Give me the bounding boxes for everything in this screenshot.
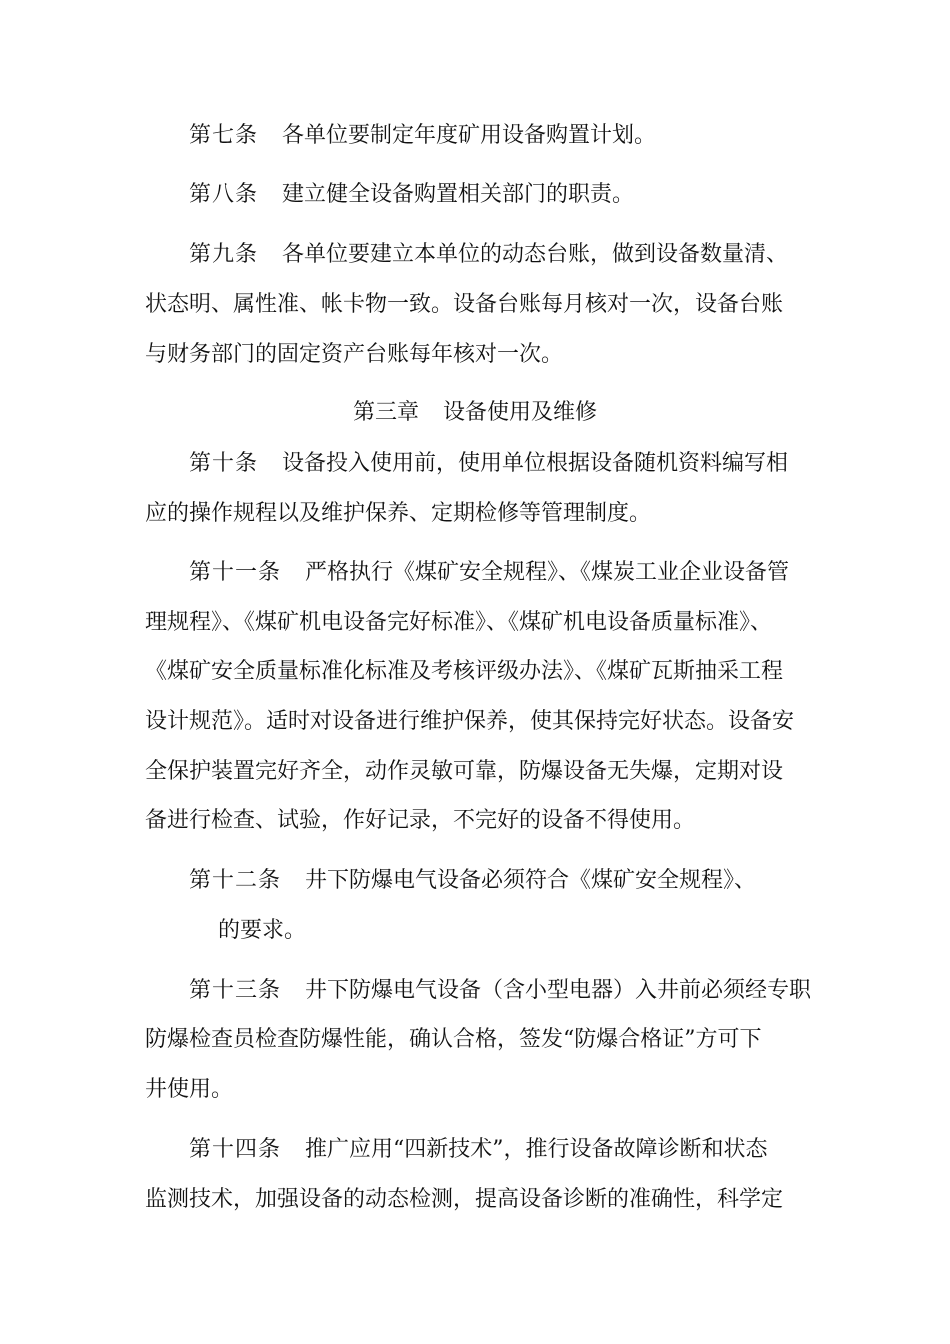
article-9-text: 各单位要建立本单位的动态台账，做到设备数量清、	[282, 242, 789, 267]
article-14-text: 推广应用“四新技术”，推行设备故障诊断和状态	[305, 1137, 768, 1162]
article-10-line-2: 应的操作规程以及维护保养、定期检修等管理制度。	[145, 501, 652, 526]
article-11-line-6: 备进行检查、试验，作好记录，不完好的设备不得使用。	[145, 808, 696, 833]
article-9-line-1	[189, 240, 788, 270]
article-10-text: 设备投入使用前，使用单位根据设备随机资料编写相	[282, 451, 789, 476]
chapter-heading	[0, 398, 950, 428]
article-11-line-4: 设计规范》。适时对设备进行维护保养，使其保持完好状态。设备安	[145, 709, 795, 734]
article-11-label: 第十一条	[189, 560, 282, 585]
article-13-line-1	[189, 976, 811, 1006]
article-12-line-2: 的要求。	[218, 918, 307, 943]
chapter-title: 设备使用及维修	[443, 400, 598, 425]
article-12-text: 井下防爆电气设备必须符合《煤矿安全规程》、	[305, 868, 757, 893]
article-13-text: 井下防爆电气设备（含小型电器）入井前必须经专职	[305, 978, 812, 1003]
article-11-line-2: 理规程》、《煤矿机电设备完好标准》、《煤矿机电设备质量标准》、	[145, 610, 773, 635]
article-8-label: 第八条	[189, 182, 259, 207]
article-8-text: 建立健全设备购置相关部门的职责。	[282, 182, 635, 207]
article-12-line-1	[189, 866, 756, 896]
article-9-line-2: 状态明、属性准、帐卡物一致。设备台账每月核对一次，设备台账	[145, 292, 784, 317]
article-14-line-2: 监测技术，加强设备的动态检测，提高设备诊断的准确性，科学定	[145, 1187, 784, 1212]
article-11-line-1	[189, 558, 789, 588]
article-13-line-2: 防爆检查员检查防爆性能，确认合格，签发“防爆合格证”方可下	[145, 1027, 762, 1052]
article-14-line-1	[189, 1135, 768, 1165]
article-9-line-3: 与财务部门的固定资产台账每年核对一次。	[145, 342, 564, 367]
article-7	[189, 121, 656, 151]
article-9-label: 第九条	[189, 242, 259, 267]
article-14-label: 第十四条	[189, 1137, 282, 1162]
article-7-text: 各单位要制定年度矿用设备购置计划。	[282, 123, 657, 148]
article-11-line-3: 《煤矿安全质量标准化标准及考核评级办法》、《煤矿瓦斯抽采工程	[145, 659, 784, 684]
article-13-line-3: 井使用。	[145, 1077, 234, 1102]
article-11-text: 严格执行《煤矿安全规程》、《煤炭工业企业设备管	[305, 560, 790, 585]
chapter-label: 第三章	[352, 400, 419, 425]
article-7-label: 第七条	[189, 123, 259, 148]
article-13-label: 第十三条	[189, 978, 282, 1003]
article-10-label: 第十条	[189, 451, 259, 476]
article-12-label: 第十二条	[189, 868, 282, 893]
article-8	[189, 180, 634, 210]
article-11-line-5: 全保护装置完好齐全，动作灵敏可靠，防爆设备无失爆，定期对设	[145, 759, 784, 784]
article-10-line-1	[189, 449, 788, 479]
